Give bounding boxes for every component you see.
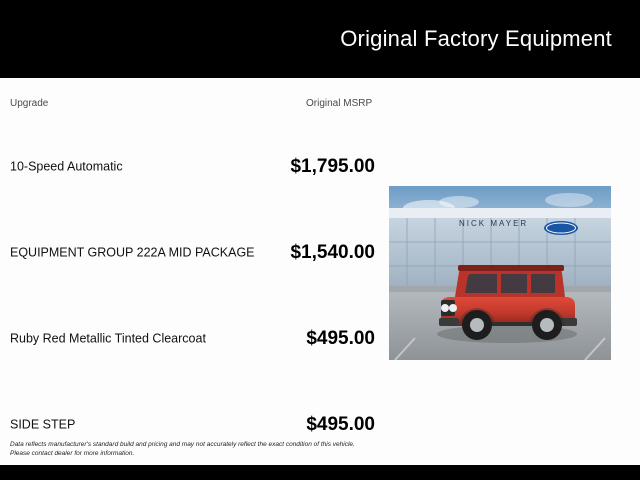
equipment-price: $495.00 xyxy=(306,328,375,349)
equipment-name: SIDE STEP xyxy=(10,417,76,432)
disclaimer-line-2: Please contact dealer for more information. xyxy=(10,450,135,457)
footer-bar xyxy=(0,465,640,480)
column-header-upgrade: Upgrade xyxy=(10,98,49,109)
dealer-sign-text: NICK MAYER xyxy=(459,219,529,228)
equipment-price: $1,795.00 xyxy=(290,156,375,177)
table-column-headers xyxy=(0,98,640,114)
equipment-price: $1,540.00 xyxy=(290,242,375,263)
equipment-name: Ruby Red Metallic Tinted Clearcoat xyxy=(10,331,206,346)
equipment-name: EQUIPMENT GROUP 222A MID PACKAGE xyxy=(10,245,255,260)
disclaimer-line-1: Data reflects manufacturer's standard build and pricing and may not accurately reflect the exact condition of this vehicle. xyxy=(10,441,355,448)
page-header xyxy=(0,0,640,78)
page-title: Original Factory Equipment xyxy=(340,26,612,51)
column-header-msrp: Original MSRP xyxy=(306,98,373,109)
disclaimer-text xyxy=(10,440,430,458)
equipment-name: 10-Speed Automatic xyxy=(10,159,123,174)
vehicle-photo xyxy=(389,186,611,360)
equipment-price: $495.00 xyxy=(306,414,375,435)
